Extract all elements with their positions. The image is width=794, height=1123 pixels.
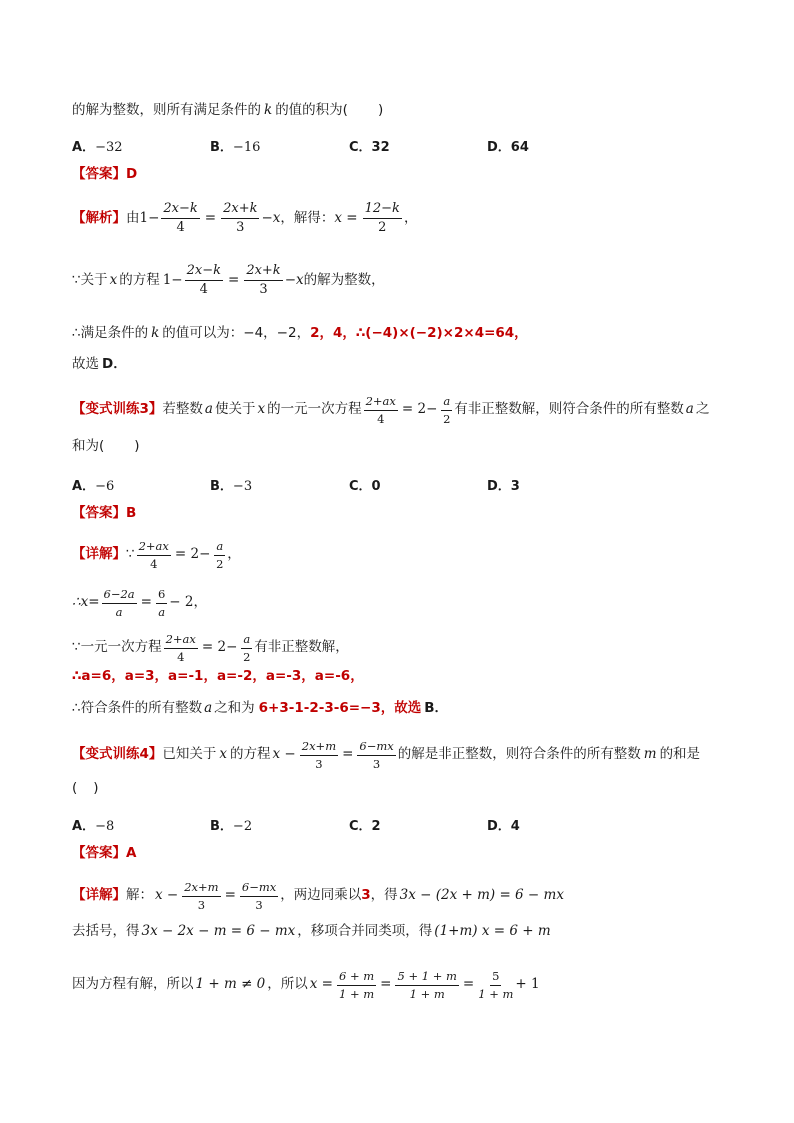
q1-answer: 【答案】 D — [72, 166, 138, 182]
q2-option-c[interactable]: C．0 — [349, 479, 381, 494]
fraction: $\frac{6 + m}{1 + m}$ — [339, 969, 375, 1001]
q2-option-a[interactable]: A．−6 — [72, 479, 115, 494]
q1-option-a[interactable]: A．−32 — [72, 140, 123, 155]
q1-option-c[interactable]: C．32 — [349, 140, 390, 155]
fraction: $\frac{2x+m}{3}$ — [301, 739, 337, 771]
q3-answer: 【答案】 A — [72, 845, 137, 861]
q3-option-b[interactable]: B．−2 — [210, 819, 253, 834]
fraction: $\frac{a}{2}$ — [243, 632, 251, 664]
q1-stem: 的解为整数，则所有满足条件的 k 的值的积为( ) — [72, 102, 384, 118]
fraction: $\frac{2+ax}{4}$ — [165, 632, 196, 664]
fraction: $\frac{12-k}{2}$ — [364, 201, 400, 236]
fraction: $\frac{2x+k}{3}$ — [223, 201, 258, 236]
q2-option-d[interactable]: D．3 — [487, 479, 520, 494]
fraction: $\frac{6}{a}$ — [157, 587, 166, 619]
q2-eq-line: ∵一元一次方程 $\frac{2+ax}{4}$ = 2− $\frac{a}{2}$ 有非正整数解， — [72, 632, 349, 664]
q3-option-a[interactable]: A．−8 — [72, 819, 115, 834]
q3-final-line: 因为方程有解，所以 1 + m ≠ 0 ，所以 x = $\frac{6 + m}{1 + m}$ = $\frac{5 + 1 + m}{1 + m}$ = $\frac{5}{1 + m}$ + 1 — [72, 969, 540, 1001]
fraction: $\frac{2x+k}{3}$ — [246, 263, 281, 298]
q2-option-b[interactable]: B．−3 — [210, 479, 253, 494]
q2-x-line: ∴x= $\frac{6-2a}{a}$ = $\frac{6}{a}$ − 2， — [72, 587, 207, 619]
q3-stem: 【变式训练4】 已知关于 x 的方程 x − $\frac{2x+m}{3}$ = $\frac{6-mx}{3}$ 的解是非正整数，则符合条件的所有整数 m 的和是 — [72, 739, 701, 771]
q1-therefore-line: ∴满足条件的 k 的值可以为：−4，−2， 2，4，∴(−4)×(−2)×2×4=64， — [72, 325, 528, 341]
q1-because-line: ∵关于 x 的方程 1− $\frac{2x-k}{4}$ = $\frac{2x+k}{3}$ −x 的解为整数， — [72, 263, 385, 298]
q3-expand-line: 去括号，得 3x − 2x − m = 6 − mx ，移项合并同类项，得 (1+m) x = 6 + m — [72, 923, 551, 939]
fraction: $\frac{6-mx}{3}$ — [241, 880, 277, 912]
q2-stem-line2: 和为( ) — [72, 438, 140, 454]
q1-conclusion: 故选 D． — [72, 356, 127, 372]
q3-stem-line2: ( ) — [72, 780, 99, 796]
fraction: $\frac{2x-k}{4}$ — [186, 263, 221, 298]
q3-detail: 【详解】 解： x − $\frac{2x+m}{3}$ = $\frac{6-mx}{3}$ ，两边同乘以 3 ，得 3x − (2x + m) = 6 − mx — [72, 880, 564, 912]
q2-stem: 【变式训练3】 若整数 a 使关于 x 的一元一次方程 $\frac{2+ax}{4}$ = 2− $\frac{a}{2}$ 有非正整数解，则符合条件的所有整数 a 之 — [72, 394, 710, 426]
fraction: $\frac{a}{2}$ — [216, 539, 224, 571]
fraction: $\frac{2x-k}{4}$ — [163, 201, 198, 236]
q2-sum-line: ∴符合条件的所有整数 a 之和为 6+3-1-2-3-6=−3，故选 B． — [72, 700, 449, 716]
q3-option-d[interactable]: D．4 — [487, 819, 520, 834]
q1-option-b[interactable]: B．−16 — [210, 140, 261, 155]
fraction: $\frac{2x+m}{3}$ — [184, 880, 219, 912]
q2-detail: 【详解】 ∵ $\frac{2+ax}{4}$ = 2− $\frac{a}{2}$ ， — [72, 539, 241, 571]
q2-values-line: ∴a=6，a=3，a=-1，a=-2，a=-3，a=-6， — [72, 668, 364, 684]
fraction: $\frac{2+ax}{4}$ — [365, 394, 396, 426]
fraction: $\frac{5}{1 + m}$ — [478, 969, 514, 1001]
fraction: $\frac{5 + 1 + m}{1 + m}$ — [397, 969, 457, 1001]
fraction: $\frac{2+ax}{4}$ — [138, 539, 169, 571]
fraction: $\frac{6-2a}{a}$ — [103, 587, 135, 619]
fraction: $\frac{6-mx}{3}$ — [359, 739, 394, 771]
q1-option-d[interactable]: D．64 — [487, 140, 529, 155]
q2-answer: 【答案】 B — [72, 505, 137, 521]
fraction: $\frac{a}{2}$ — [443, 394, 451, 426]
q1-analysis: 【解析】 由 1− $\frac{2x-k}{4}$ = $\frac{2x+k}{3}$ −x ，解得： x = $\frac{12-k}{2}$ ， — [72, 201, 418, 236]
q3-option-c[interactable]: C．2 — [349, 819, 381, 834]
